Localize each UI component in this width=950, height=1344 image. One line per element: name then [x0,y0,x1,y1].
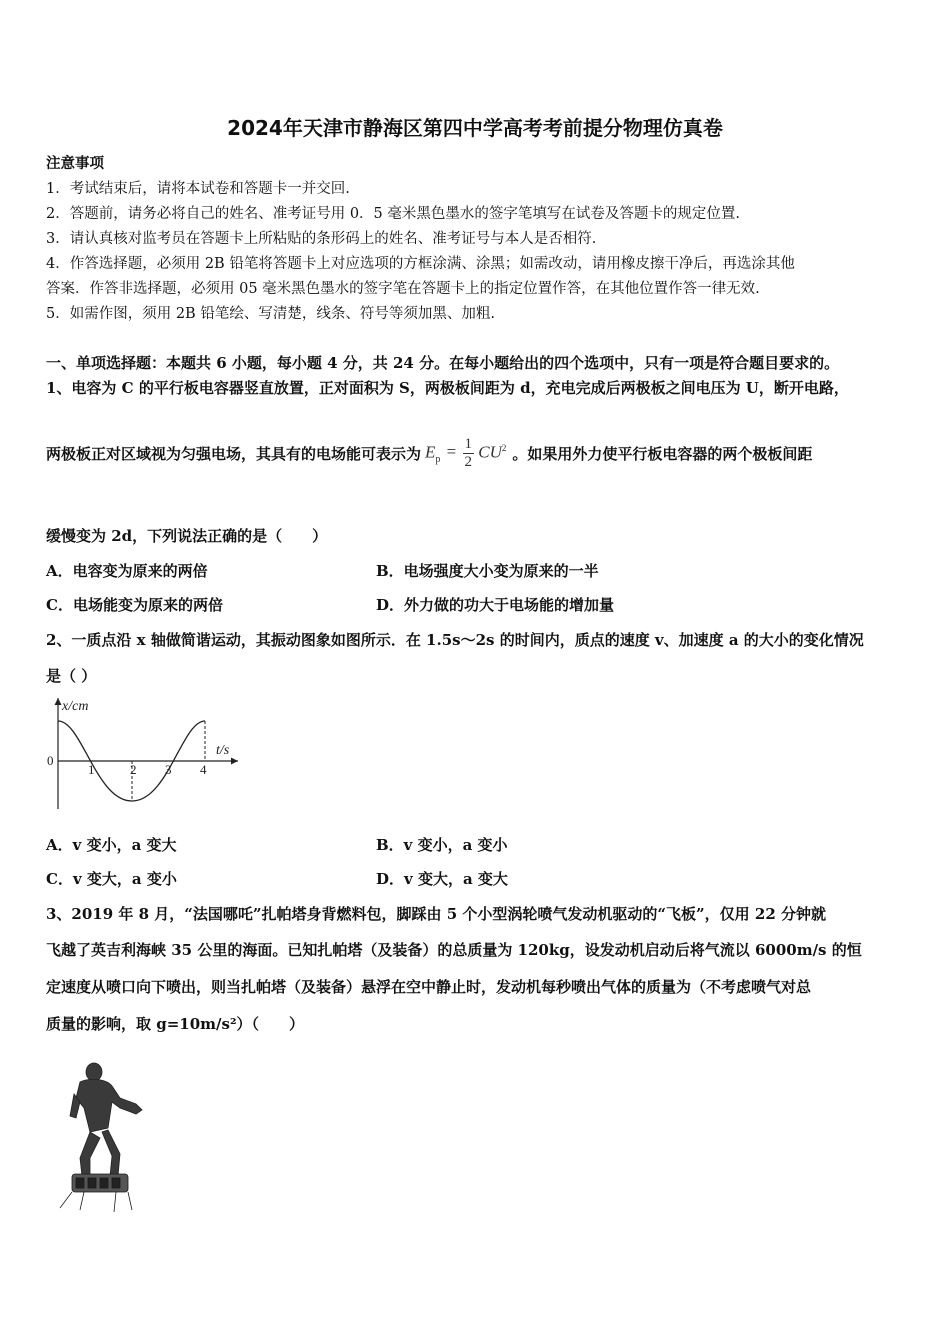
notice-item: 3．请认真核对监考员在答题卡上所粘贴的条形码上的姓名、准考证号与本人是否相符. [46,231,597,247]
q3-line: 定速度从喷口向下喷出，则当扎帕塔（及装备）悬浮在空中静止时，发动机每秒喷出气体的质量为（不考虑喷气对总 [46,978,812,996]
rider-torso [76,1079,142,1132]
q1-line3: 缓慢变为 2d，下列说法正确的是（ ） [46,527,328,545]
q2-option-b: B．v 变小，a 变小 [376,836,508,854]
origin-label: 0 [47,753,54,768]
page-title: 2024年天津市静海区第四中学高考考前提分物理仿真卷 [227,116,723,140]
jet-engine [88,1178,96,1188]
rider-head [86,1063,102,1081]
tick-label: 2 [130,762,137,777]
board-strut [128,1192,132,1210]
x-axis-label: t/s [216,743,230,758]
tick-label: 1 [88,762,95,777]
q1-option-c: C．电场能变为原来的两倍 [46,596,223,614]
formula-numerator: 1 [464,436,472,452]
board-strut [60,1192,72,1208]
q2-option-a: A．v 变小，a 变大 [46,836,177,854]
rider-leg-right [102,1130,120,1176]
formula-lhs: E [425,442,436,462]
tick-label: 4 [200,762,207,777]
formula-equals: = [446,442,457,462]
energy-formula [425,436,506,471]
q1-line2-text: 两极板正对区域视为匀强电场，其具有的电场能可表示为 [46,445,422,463]
rider-leg-left [80,1132,100,1176]
q1-line2-tail: 。如果用外力使平行板电容器的两个极板间距 [512,445,813,463]
jet-engine [76,1178,84,1188]
notice-item: 5．如需作图，须用 2B 铅笔绘、写清楚，线条、符号等须加黑、加粗. [46,306,495,322]
jet-engine [112,1178,120,1188]
notice-item: 答案．作答非选择题，必须用 05 毫米黑色墨水的签字笔在答题卡上的指定位置作答，在其他位置作答一律无效. [46,281,760,297]
jet-engine [100,1178,108,1188]
q3-line: 质量的影响，取 g=10m/s²）（ ） [46,1015,305,1033]
flyboard-rider-illustration [50,1058,160,1223]
q2-line2: 是（ ） [46,667,97,685]
board-strut [114,1192,116,1212]
formula-sub: p [435,453,441,465]
formula-sup: 2 [501,442,507,453]
formula-fraction [463,436,475,471]
formula-denominator: 2 [464,454,472,470]
tick-label: 3 [165,762,172,777]
q3-line: 3、2019 年 8 月，“法国哪吒”扎帕塔身背燃料包，脚踩由 5 个小型涡轮喷气发动机驱动的“飞板”，仅用 22 分钟就 [46,905,827,923]
q1-option-b: B．电场强度大小变为原来的一半 [376,562,599,580]
notice-item: 2．答题前，请务必将自己的姓名、准考证号用 0．5 毫米黑色墨水的签字笔填写在试卷及答题卡的规定位置. [46,206,740,222]
notice-item: 4．作答选择题，必须用 2B 铅笔将答题卡上对应选项的方框涂满、涂黑；如需改动，请用橡皮擦干净后，再选涂其他 [46,256,795,272]
q1-line2 [46,436,812,471]
vibration-graph [44,692,244,812]
q1-option-a: A．电容变为原来的两倍 [46,562,208,580]
q2-option-d: D．v 变大，a 变大 [376,870,508,888]
q1-line1: 1、电容为 C 的平行板电容器竖直放置，正对面积为 S，两极板间距为 d，充电完成后两极板之间电压为 U，断开电路， [46,379,849,397]
notice-item: 1．考试结束后，请将本试卷和答题卡一并交回. [46,181,350,197]
q3-line: 飞越了英吉利海峡 35 公里的海面。已知扎帕塔（及装备）的总质量为 120kg，设发动机启动后将气流以 6000m/s 的恒 [46,941,862,959]
notice-heading: 注意事项 [46,155,104,172]
q2-line1: 2、一质点沿 x 轴做简谐运动，其振动图象如图所示．在 1.5s～2s 的时间内，质点的速度 v、加速度 a 的大小的变化情况 [46,631,864,649]
formula-rhs: CU [478,442,502,462]
board-strut [80,1192,84,1210]
q1-option-d: D．外力做的功大于电场能的增加量 [376,596,615,614]
q2-option-c: C．v 变大，a 变小 [46,870,177,888]
section-heading: 一、单项选择题：本题共 6 小题，每小题 4 分，共 24 分。在每小题给出的四个选项中，只有一项是符合题目要求的。 [46,354,840,372]
y-axis-label: x/cm [62,699,89,714]
